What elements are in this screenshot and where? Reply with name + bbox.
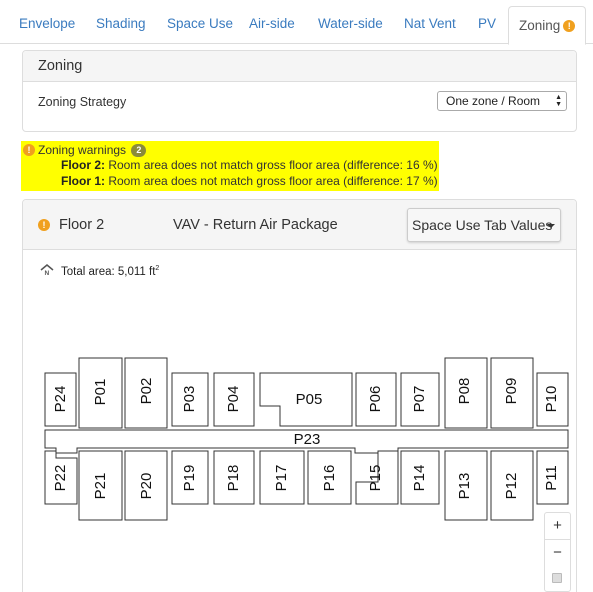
- room-p20[interactable]: [125, 451, 167, 520]
- tab-envelope[interactable]: Envelope: [19, 16, 76, 31]
- warning-floor: Floor 1:: [61, 174, 105, 188]
- room-p19[interactable]: [172, 451, 208, 504]
- room-label: P09: [502, 377, 520, 405]
- tab-zoning[interactable]: [508, 6, 586, 45]
- room-p06[interactable]: [356, 373, 396, 426]
- room-label: P15: [366, 464, 384, 492]
- zoning-panel: [22, 50, 577, 132]
- reset-view-icon[interactable]: [552, 573, 562, 583]
- room-p22[interactable]: [45, 451, 77, 504]
- room-label: P19: [180, 464, 198, 492]
- room-p14[interactable]: [401, 451, 439, 504]
- north-arrow-icon: [40, 264, 54, 276]
- room-p11[interactable]: [537, 451, 568, 504]
- total-area-unit-sup: 2: [155, 265, 160, 272]
- room-label: P10: [542, 385, 560, 413]
- tab-shading[interactable]: Shading: [96, 16, 146, 31]
- room-p03[interactable]: [172, 373, 208, 426]
- zoning-strategy-select[interactable]: [437, 91, 567, 111]
- room-label: P20: [137, 472, 155, 500]
- room-label: P05: [295, 390, 323, 408]
- view-select-label: Space Use Tab Values: [412, 217, 553, 233]
- room-p17[interactable]: [260, 451, 304, 504]
- warning-icon: !: [563, 20, 575, 32]
- zoning-panel-title: Zoning: [23, 51, 576, 82]
- warning-icon: !: [23, 144, 35, 156]
- zoning-warnings: [21, 141, 439, 191]
- zoom-control: [544, 512, 571, 592]
- room-label: P14: [410, 464, 428, 492]
- select-arrows-icon: ▲ ▼: [555, 94, 562, 108]
- room-label: P23: [293, 430, 321, 448]
- warning-floor: Floor 2:: [61, 158, 105, 172]
- room-label: P18: [224, 464, 242, 492]
- zoning-strategy-label: Zoning Strategy: [38, 95, 127, 109]
- room-label: P12: [502, 472, 520, 500]
- room-label: P03: [180, 385, 198, 413]
- room-label: P08: [455, 377, 473, 405]
- room-p04[interactable]: [214, 373, 254, 426]
- warning-icon: !: [38, 219, 50, 231]
- room-p24[interactable]: [45, 373, 76, 426]
- room-label: P21: [91, 472, 109, 500]
- room-p16[interactable]: [308, 451, 351, 504]
- room-label: P24: [51, 385, 69, 413]
- zoning-warnings-title: Zoning warnings: [38, 143, 127, 157]
- warning-item: [61, 174, 438, 188]
- zoning-strategy-value: One zone / Room: [446, 94, 541, 108]
- warnings-count-badge: 2: [131, 144, 146, 157]
- room-p18[interactable]: [214, 451, 254, 504]
- room-p02[interactable]: [125, 358, 167, 428]
- view-select-button[interactable]: [407, 208, 561, 242]
- tab-space-use[interactable]: Space Use: [167, 16, 234, 31]
- tab-pv[interactable]: PV: [478, 16, 497, 31]
- tab-nat-vent[interactable]: Nat Vent: [404, 16, 456, 31]
- total-area-label: Total area: 5,011 ft: [61, 265, 156, 278]
- room-label: P17: [272, 464, 290, 492]
- zoning-warnings-header: [23, 143, 146, 157]
- tab-air-side[interactable]: Air-side: [249, 16, 295, 31]
- room-label: P22: [51, 464, 69, 492]
- room-label: P13: [455, 472, 473, 500]
- floor-title: Floor 2: [59, 217, 105, 233]
- room-p08[interactable]: [445, 358, 487, 428]
- svg-text:N: N: [44, 270, 50, 276]
- tab-bar: [0, 0, 593, 44]
- room-p21[interactable]: [79, 451, 122, 520]
- room-p09[interactable]: [491, 358, 533, 428]
- warning-message: Room area does not match gross floor area (difference: 17 %): [108, 174, 438, 188]
- warning-item: [61, 158, 438, 172]
- room-label: P07: [410, 385, 428, 413]
- room-label: P06: [366, 385, 384, 413]
- room-label: P11: [542, 465, 560, 491]
- tab-water-side[interactable]: Water-side: [318, 16, 383, 31]
- package-title: VAV - Return Air Package: [173, 217, 338, 233]
- tab-zoning-label: Zoning: [519, 18, 561, 33]
- zoom-in-button[interactable]: +: [553, 517, 562, 534]
- floor-panel-header: [23, 200, 576, 250]
- caret-down-icon: [547, 224, 555, 228]
- room-label: P16: [320, 464, 338, 492]
- room-p01[interactable]: [79, 358, 122, 428]
- room-label: P02: [137, 377, 155, 405]
- room-label: P01: [91, 378, 109, 406]
- warning-message: Room area does not match gross floor area (difference: 16 %): [108, 158, 438, 172]
- room-p10[interactable]: [537, 373, 568, 426]
- zoom-out-button[interactable]: −: [545, 539, 570, 565]
- total-area: [61, 265, 159, 278]
- room-p12[interactable]: [491, 451, 533, 520]
- room-p13[interactable]: [445, 451, 487, 520]
- room-p07[interactable]: [401, 373, 439, 426]
- room-label: P04: [224, 385, 242, 413]
